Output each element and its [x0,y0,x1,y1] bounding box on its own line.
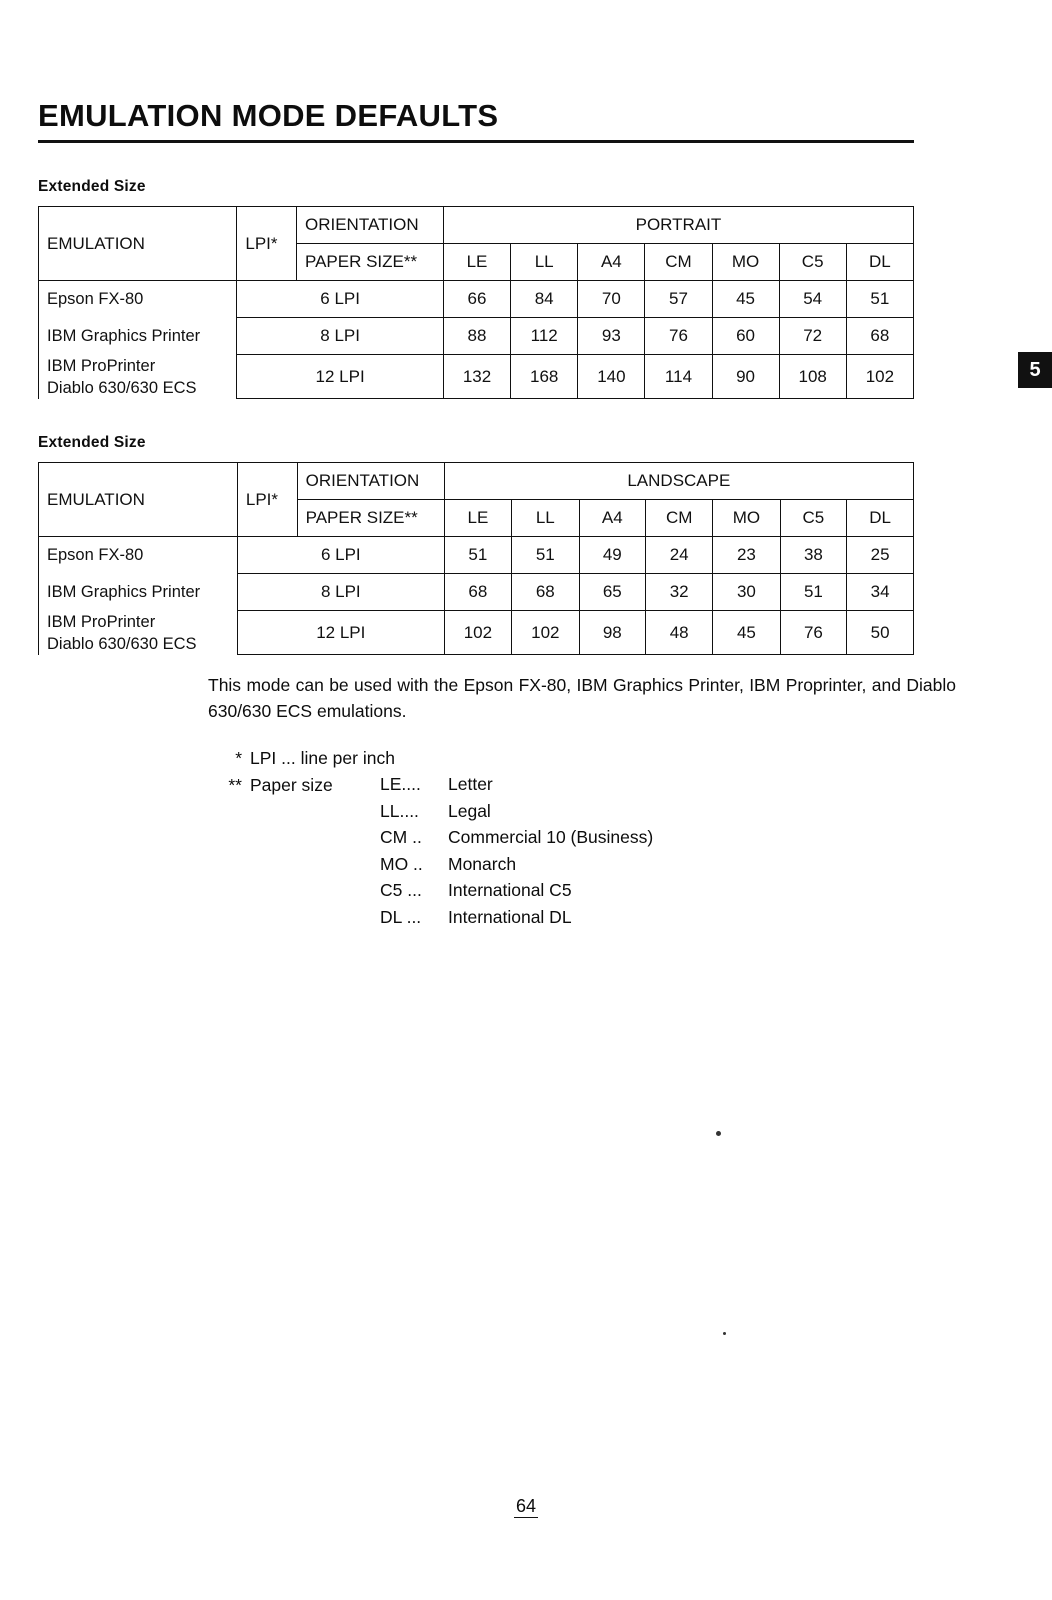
scan-speck [723,1332,726,1335]
chapter-tab: 5 [1018,352,1052,388]
cell-a4: 70 [578,281,645,318]
cell-cm: 48 [646,611,713,655]
footnote-text: LPI ... line per inch [250,748,395,768]
header-emulation: EMULATION [39,207,237,281]
cell-a4: 98 [579,611,646,655]
header-paper-dl: DL [846,244,913,281]
header-paper-cm: CM [646,500,713,537]
cell-c5: 108 [779,355,846,399]
cell-le: 68 [444,574,511,611]
cell-le: 51 [444,537,511,574]
cell-mo: 45 [713,611,780,655]
header-orientation: ORIENTATION [297,463,444,500]
legend-value: Commercial 10 (Business) [448,827,654,847]
table-row [39,611,914,655]
legend-key: LL.... [380,800,419,821]
title-divider [38,140,914,143]
legend-item [380,904,653,931]
cell-c5: 76 [780,611,847,655]
cell-dl: 68 [846,318,913,355]
header-paper-size: PAPER SIZE** [297,244,444,281]
table-header-row [39,207,914,244]
cell-cm: 24 [646,537,713,574]
header-paper-c5: C5 [780,500,847,537]
emulation-name: IBM Graphics Printer [39,574,238,611]
emulation-name: Diablo 630/630 ECS [47,634,197,653]
footnote-lpi [208,745,395,772]
header-orientation-value: PORTRAIT [443,207,913,244]
header-paper-mo: MO [712,244,779,281]
cell-a4: 93 [578,318,645,355]
cell-mo: 90 [712,355,779,399]
table-row [39,318,914,355]
footnote-marker: ** [228,774,242,795]
legend-key: MO .. [380,853,423,874]
footnotes [208,745,395,798]
legend-key: C5 ... [380,880,422,900]
footnote-marker: * [235,748,242,768]
legend-value: Letter [448,774,493,794]
cell-dl: 102 [846,355,913,399]
header-lpi: LPI* [237,463,297,537]
cell-cm: 57 [645,281,712,318]
table-1-caption: Extended Size [38,178,146,195]
emulation-defaults-table-portrait [38,206,914,399]
emulation-name-group [39,611,238,655]
emulation-name: Epson FX-80 [39,537,238,574]
legend-value: Monarch [448,853,517,874]
cell-le: 88 [443,318,510,355]
cell-a4: 140 [578,355,645,399]
page-number [0,1496,1052,1517]
header-paper-c5: C5 [779,244,846,281]
cell-le: 102 [444,611,511,655]
cell-c5: 51 [780,574,847,611]
header-paper-mo: MO [713,500,780,537]
emulation-name: IBM ProPrinter [47,612,156,631]
scan-speck [716,1131,721,1136]
cell-mo: 23 [713,537,780,574]
legend-item [380,771,653,798]
legend-item [380,824,653,851]
paper-size-legend [380,771,653,930]
emulation-name: IBM Graphics Printer [39,318,237,355]
cell-dl: 51 [846,281,913,318]
cell-cm: 76 [645,318,712,355]
body-paragraph: This mode can be used with the Epson FX-80, IBM Graphics Printer, IBM Proprinter, and Diablo 630/630 ECS emulations. [208,675,956,721]
table-header-row [39,463,914,500]
cell-mo: 30 [713,574,780,611]
table-row [39,355,914,399]
cell-le: 66 [443,281,510,318]
cell-le: 132 [443,355,510,399]
cell-mo: 60 [712,318,779,355]
emulation-name-group [39,355,237,399]
table-2-caption: Extended Size [38,434,146,451]
page-title: EMULATION MODE DEFAULTS [38,98,499,133]
cell-ll: 168 [511,355,578,399]
header-paper-le: LE [443,244,510,281]
legend-value: International DL [448,906,572,927]
emulation-defaults-table-landscape [38,462,914,655]
legend-key: DL ... [380,906,422,927]
lpi-value: 8 LPI [237,318,444,355]
header-paper-cm: CM [645,244,712,281]
legend-key: LE.... [380,774,421,794]
header-paper-a4: A4 [578,244,645,281]
legend-item [380,877,653,904]
header-emulation: EMULATION [39,463,238,537]
lpi-value: 6 LPI [237,537,444,574]
header-paper-ll: LL [511,244,578,281]
emulation-name: IBM ProPrinter [47,356,156,375]
cell-mo: 45 [712,281,779,318]
cell-dl: 25 [847,537,914,574]
emulation-name: Epson FX-80 [39,281,237,318]
lpi-value: 6 LPI [237,281,444,318]
lpi-value: 8 LPI [237,574,444,611]
cell-cm: 32 [646,574,713,611]
cell-c5: 54 [779,281,846,318]
cell-cm: 114 [645,355,712,399]
cell-dl: 50 [847,611,914,655]
lpi-value: 12 LPI [237,611,444,655]
header-paper-ll: LL [512,500,579,537]
cell-ll: 68 [512,574,579,611]
emulation-name: Diablo 630/630 ECS [47,378,197,397]
cell-ll: 84 [511,281,578,318]
table-row [39,281,914,318]
cell-a4: 49 [579,537,646,574]
lpi-value: 12 LPI [237,355,444,399]
header-paper-le: LE [444,500,511,537]
legend-item [380,798,653,825]
table-row [39,537,914,574]
cell-ll: 102 [512,611,579,655]
footnote-paper-size [208,772,395,799]
legend-value: Legal [448,800,491,821]
header-paper-dl: DL [847,500,914,537]
page-number-value: 64 [515,1496,537,1516]
cell-ll: 112 [511,318,578,355]
cell-ll: 51 [512,537,579,574]
legend-item [380,851,653,878]
cell-c5: 38 [780,537,847,574]
header-orientation: ORIENTATION [297,207,444,244]
footnote-text: Paper size [250,774,333,795]
table-row [39,574,914,611]
header-paper-size: PAPER SIZE** [297,500,444,537]
legend-key: CM .. [380,827,422,847]
cell-dl: 34 [847,574,914,611]
header-lpi: LPI* [237,207,297,281]
legend-value: International C5 [448,880,572,900]
header-orientation-value: LANDSCAPE [444,463,913,500]
cell-a4: 65 [579,574,646,611]
cell-c5: 72 [779,318,846,355]
header-paper-a4: A4 [579,500,646,537]
